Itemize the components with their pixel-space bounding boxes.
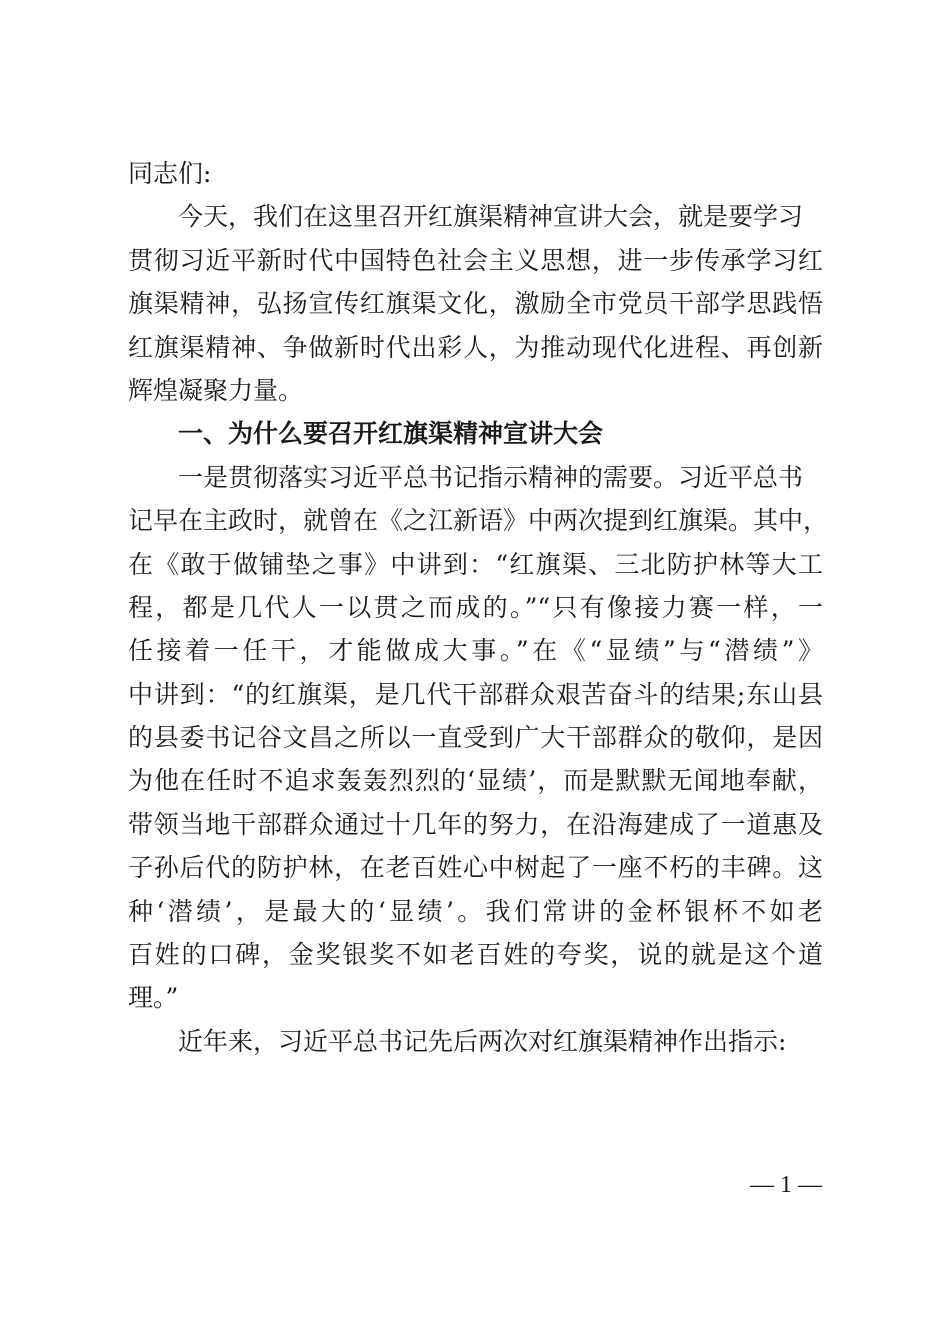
paragraph-line: 百姓的口碑，金奖银奖不如老百姓的夸奖，说的就是这个道 xyxy=(128,940,823,970)
paragraph-line: 旗渠精神，弘扬宣传红旗渠文化，激励全市党员干部学思践悟 xyxy=(128,289,823,319)
section-heading: 一、为什么要召开红旗渠精神宣讲大会 xyxy=(178,419,604,449)
paragraph-line: 带领当地干部群众通过十几年的努力，在沿海建成了一道惠及 xyxy=(128,809,823,839)
page-number: — 1 — xyxy=(750,1172,822,1198)
paragraph-line: 为他在任时不追求轰轰烈烈的‘显绩’，而是默默无闻地奉献， xyxy=(128,766,823,796)
salutation: 同志们: xyxy=(128,159,212,188)
paragraph-line: 中讲到：“的红旗渠，是几代干部群众艰苦奋斗的结果;东山县 xyxy=(128,679,823,709)
paragraph-line: 辉煌凝聚力量。 xyxy=(128,375,304,405)
paragraph-line: 今天，我们在这里召开红旗渠精神宣讲大会，就是要学习 xyxy=(178,202,804,232)
paragraph-line: 在《敢于做铺垫之事》中讲到：“红旗渠、三北防护林等大工 xyxy=(128,549,823,579)
paragraph-line: 的县委书记谷文昌之所以一直受到广大干部群众的敬仰，是因 xyxy=(128,723,823,753)
intro-paragraph xyxy=(128,195,823,412)
paragraph-line: 红旗渠精神、争做新时代出彩人，为推动现代化进程、再创新 xyxy=(128,332,823,362)
paragraph-line: 任接着一任干，才能做成大事。”在《“显绩”与“潜绩”》 xyxy=(128,636,823,666)
paragraph-line: 子孙后代的防护林，在老百姓心中树起了一座不朽的丰碑。这 xyxy=(128,853,823,883)
paragraph-line: 贯彻习近平新时代中国特色社会主义思想，进一步传承学习红 xyxy=(128,245,823,275)
section-paragraph-2 xyxy=(128,1020,823,1063)
section-paragraph-1 xyxy=(128,456,829,1020)
paragraph-line: 理。” xyxy=(128,983,179,1013)
paragraph-line: 一是贯彻落实习近平总书记指示精神的需要。习近平总书 xyxy=(178,462,804,492)
paragraph-line: 记早在主政时，就曾在《之江新语》中两次提到红旗渠。其中， xyxy=(128,506,829,536)
paragraph-line: 近年来，习近平总书记先后两次对红旗渠精神作出指示: xyxy=(178,1026,787,1056)
paragraph-line: 种‘潜绩’，是最大的‘显绩’。我们常讲的金杯银杯不如老 xyxy=(128,896,823,926)
paragraph-line: 程，都是几代人一以贯之而成的。”“只有像接力赛一样，一 xyxy=(128,592,823,622)
document-body xyxy=(128,152,829,1063)
